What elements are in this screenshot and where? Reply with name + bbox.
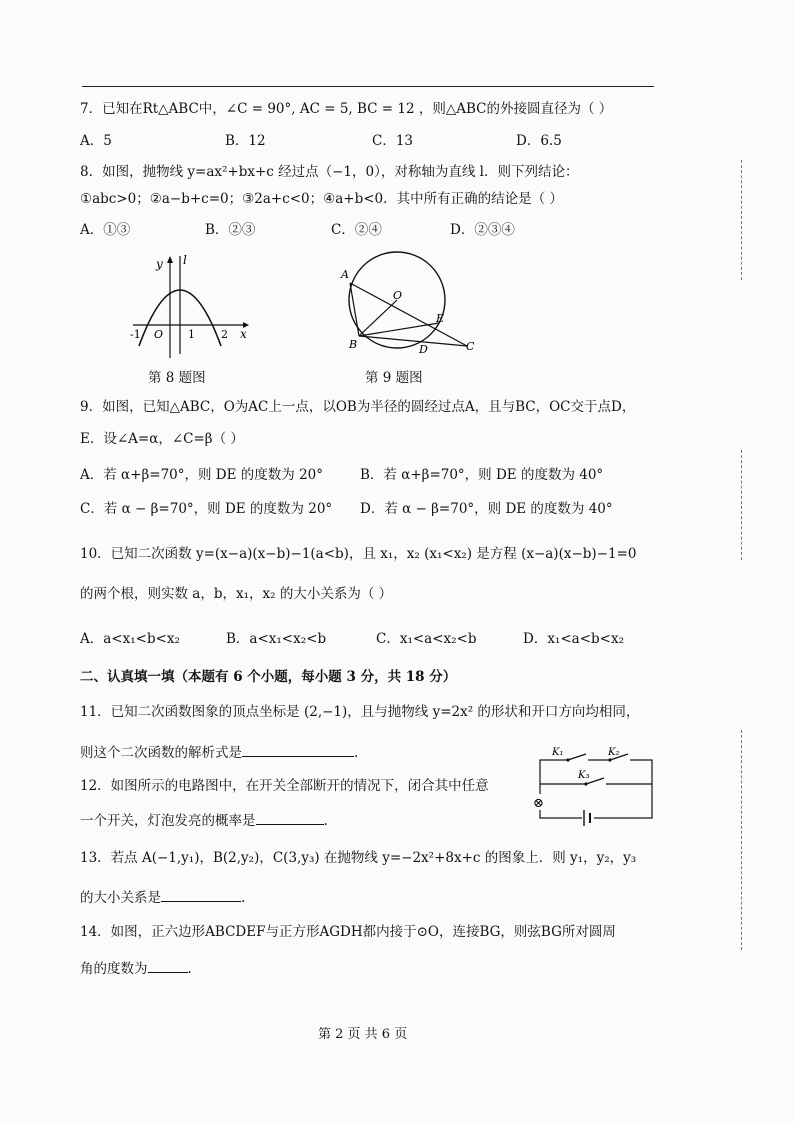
y-axis-arrow [167, 256, 173, 263]
q9-stem-line1: 9．如图，已知△ABC，O为AC上一点，以OB为半径的圆经过点A，且与BC，OC交于点D， [80, 399, 636, 415]
q11-end: . [354, 745, 359, 761]
header-rule [82, 86, 654, 87]
page-number: 第 2 页 共 6 页 [318, 1027, 408, 1042]
q8-option-d: D．②③④ [450, 222, 515, 238]
q12-circuit-figure [528, 746, 658, 826]
label-l: l [183, 253, 187, 267]
q11-answer-blank[interactable] [242, 742, 354, 757]
q10-option-b: B．a<x₁<x₂<b [226, 631, 327, 647]
q9-option-c: C．若 α − β=70°，则 DE 的度数为 20° [80, 501, 333, 517]
label-C: C [466, 340, 475, 353]
q9-option-a: A．若 α+β=70°，则 DE 的度数为 20° [80, 467, 323, 483]
q11-stem-line1: 11．已知二次函数图象的顶点坐标是 (2,−1)，且与抛物线 y=2x² 的形状和开口方向均相同， [80, 704, 640, 720]
q8-option-c: C．②④ [331, 222, 382, 238]
label-k2: K₂ [608, 747, 620, 758]
q7-option-a: A．5 [80, 133, 112, 149]
q10-option-d: D．x₁<a<b<x₂ [523, 631, 624, 647]
q8-figure-caption: 第 8 题图 [148, 370, 206, 386]
bulb-icon: ⊗ [533, 796, 544, 811]
q10-option-c: C．x₁<a<x₂<b [376, 631, 477, 647]
label-A: A [341, 268, 349, 281]
q8-parabola-figure [125, 250, 260, 362]
label-x: x [240, 327, 247, 341]
q7-option-c: C．13 [372, 133, 414, 149]
circuit-wire [540, 760, 652, 818]
segment-ab [350, 283, 359, 336]
q11-stem-line2 [80, 742, 358, 763]
binding-edge-mark [741, 450, 742, 560]
q8-conclusions: ①abc>0；②a−b+c=0；③2a+c<0；④a+b<0．其中所有正确的结论是（ ） [80, 191, 563, 207]
q12-answer-blank[interactable] [256, 810, 324, 825]
q7-stem: 7．已知在Rt△ABC中，∠C = 90°, AC = 5, BC = 12 ，则△ABC的外接圆直径为（ ） [80, 101, 613, 117]
q10-option-a: A．a<x₁<b<x₂ [80, 631, 180, 647]
label-y: y [156, 257, 163, 271]
q9-option-b: B．若 α+β=70°，则 DE 的度数为 40° [360, 467, 604, 483]
label-k1: K₁ [552, 747, 564, 758]
binding-edge-mark [741, 160, 742, 280]
label-O: O [393, 289, 403, 302]
q14-answer-blank[interactable] [148, 958, 188, 973]
q14-stem-line2 [80, 958, 192, 979]
q8-option-b: B．②③ [205, 222, 256, 238]
q11-stem-text: 则这个二次函数的解析式是 [80, 745, 242, 761]
label-B: B [349, 338, 358, 351]
q12-stem-line1: 12．如图所示的电路图中，在开关全部断开的情况下，闭合其中任意 [80, 778, 489, 794]
label-one: 1 [188, 328, 195, 341]
q12-stem-text: 一个开关，灯泡发亮的概率是 [80, 813, 256, 829]
label-neg1: -1 [130, 328, 141, 341]
q14-stem-line1: 14．如图，正六边形ABCDEF与正方形AGDH都内接于⊙O，连接BG，则弦BG所对圆周 [80, 924, 616, 940]
label-two: 2 [221, 328, 228, 341]
q13-stem-line2 [80, 887, 245, 908]
q9-figure-caption: 第 9 题图 [365, 370, 423, 386]
q7-option-b: B．12 [225, 133, 266, 149]
label-D: D [419, 343, 428, 356]
label-E: E [436, 312, 445, 325]
q9-circle-figure [335, 250, 485, 362]
q12-end: . [323, 813, 328, 829]
q13-stem-text: 的大小关系是 [80, 890, 161, 906]
q12-stem-line2 [80, 810, 328, 831]
q13-answer-blank[interactable] [161, 887, 241, 902]
q13-end: . [241, 890, 246, 906]
q13-stem-line1: 13．若点 A(−1,y₁)，B(2,y₂)，C(3,y₃) 在抛物线 y=−2x²+8x+c 的图象上．则 y₁，y₂，y₃ [80, 850, 637, 866]
q8-option-a: A．①③ [80, 222, 131, 238]
q14-end: . [187, 961, 192, 977]
q14-stem-text: 角的度数为 [80, 961, 148, 977]
q9-option-d: D．若 α − β=70°，则 DE 的度数为 40° [360, 501, 613, 517]
q10-stem-line2: 的两个根，则实数 a，b，x₁，x₂ 的大小关系为（ ） [80, 586, 393, 602]
section-2-title: 二、认真填一填（本题有 6 个小题，每小题 3 分，共 18 分） [80, 669, 457, 685]
q7-option-d: D．6.5 [516, 133, 562, 149]
label-o: O [154, 328, 164, 341]
label-k3: K₃ [578, 770, 590, 781]
q8-stem: 8．如图，抛物线 y=ax²+bx+c 经过点（−1，0），对称轴为直线 l．则下列结论： [80, 164, 579, 180]
q10-stem-line1: 10．已知二次函数 y=(x−a)(x−b)−1(a<b)，且 x₁，x₂ (x₁<x₂) 是方程 (x−a)(x−b)−1=0 [80, 546, 637, 562]
binding-edge-mark [741, 730, 742, 950]
q9-stem-line2: E．设∠A=α，∠C=β（ ） [80, 431, 244, 447]
